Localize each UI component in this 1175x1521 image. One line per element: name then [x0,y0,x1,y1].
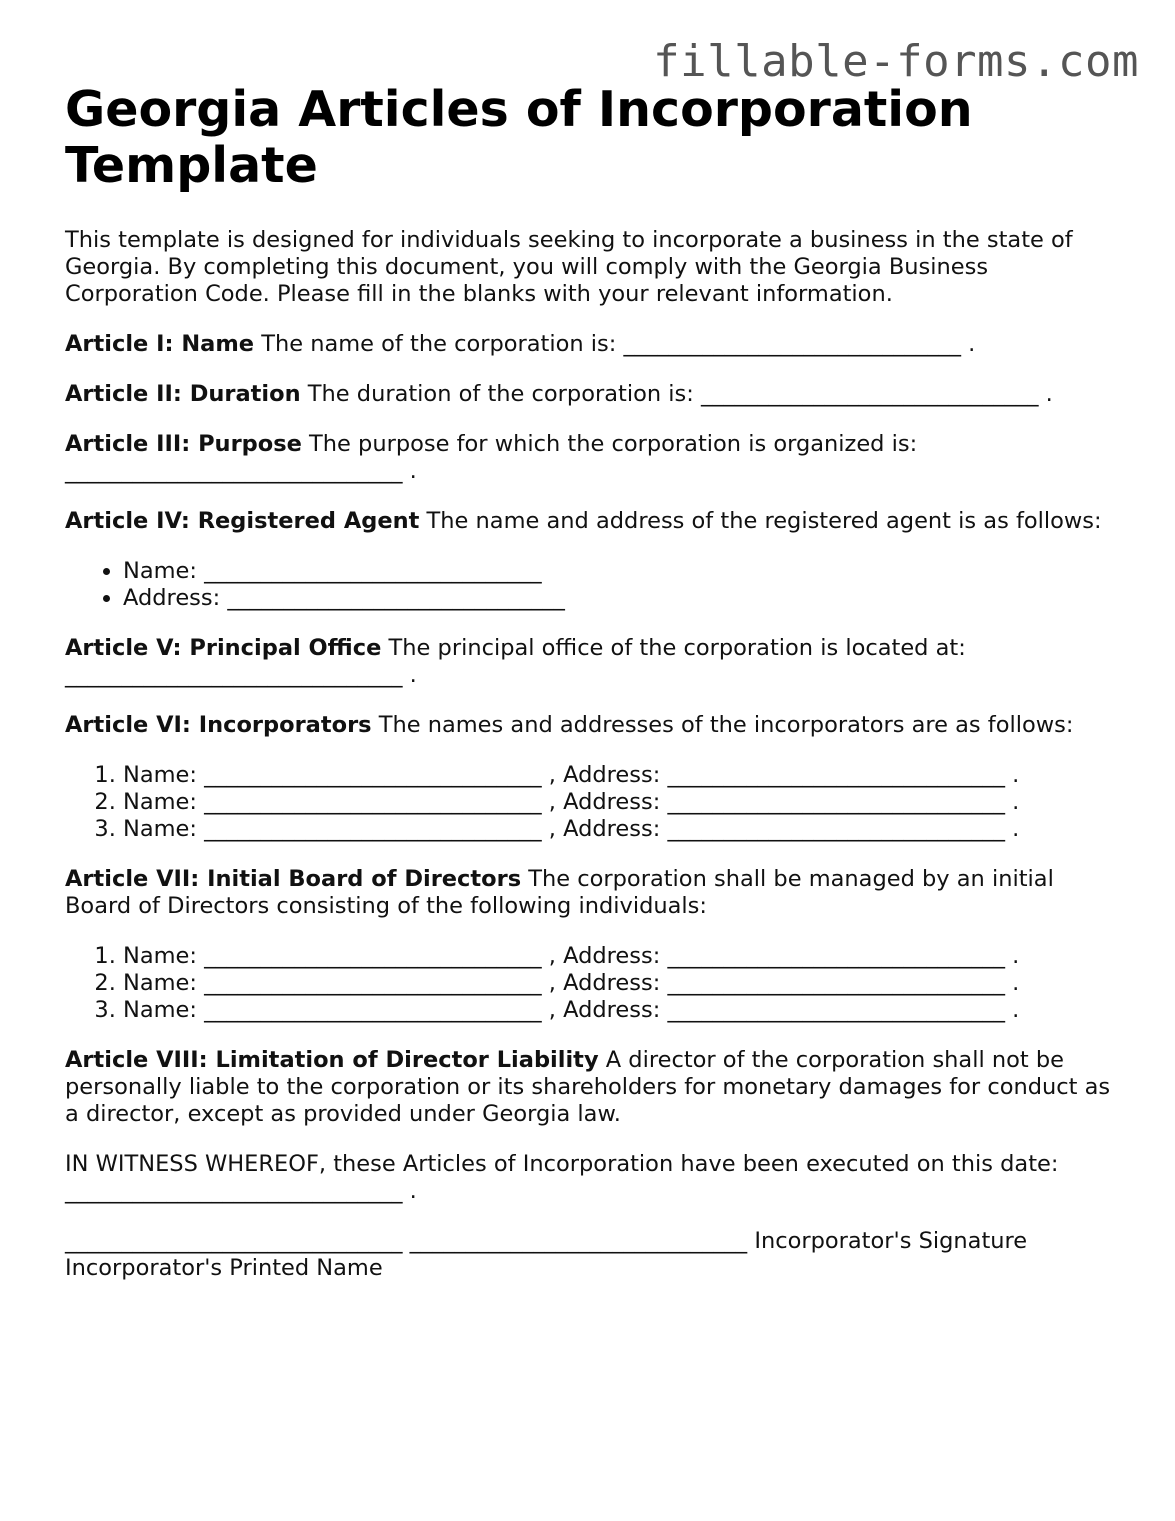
article-5-text: The principal office of the corporation is located at: [388,635,966,661]
article-6-text: The names and addresses of the incorporators are as follows: [378,712,1074,738]
agent-address-label: Address: [123,585,221,611]
list-item: 3. Name: ______________________________ , Address: ______________________________ . [123,997,1115,1024]
article-8-text: A director of the corporation shall not be personally liable to the corporation or its shareholders for monetary damages for conduct as a director, except as provided under Georgia law. [65,1047,1111,1127]
article-7 [65,866,1115,920]
article-3: Article III: Purpose The purpose for which the corporation is organized is: ______________________________ . [65,431,918,484]
name-label: Name: [123,997,197,1023]
signature-label: Incorporator's Signature [754,1228,1028,1254]
document-title: Georgia Articles of Incorporation Template [65,81,973,194]
article-2: Article II: Duration The duration of the corporation is: ______________________________ . [65,381,1053,407]
director-2-name-blank[interactable]: ______________________________ [204,970,542,996]
address-label: , Address: [548,970,661,996]
name-label: Name: [123,762,197,788]
address-label: , Address: [548,997,661,1023]
article-2-heading: Article II: Duration [65,381,301,407]
article-4-text: The name and address of the registered agent is as follows: [426,508,1102,534]
article-6-heading: Article VI: Incorporators [65,712,372,738]
list-item: 1. Name: ______________________________ , Address: ______________________________ . [123,762,1115,789]
article-5: Article V: Principal Office The principal office of the corporation is located at: ______________________________ . [65,635,966,688]
agent-name-blank[interactable]: ______________________________ [204,558,542,584]
document-page [65,82,1115,1282]
list-item: 2. Name: ______________________________ , Address: ______________________________ . [123,970,1115,997]
name-label: Name: [123,943,197,969]
witness-text: IN WITNESS WHEREOF, these Articles of Incorporation have been executed on this date: [65,1151,1059,1177]
article-3-text: The purpose for which the corporation is organized is: [309,431,918,457]
agent-address-blank[interactable]: ______________________________ [227,585,565,611]
address-label: , Address: [548,816,661,842]
director-1-address-blank[interactable]: ______________________________ [667,943,1005,969]
incorporators-list [65,762,1115,843]
principal-office-blank[interactable]: ______________________________ [65,662,403,688]
address-label: , Address: [548,762,661,788]
printed-name-label: Incorporator's Printed Name [65,1255,383,1281]
article-1-heading: Article I: Name [65,331,255,357]
signature-blank[interactable]: ______________________________ [409,1228,748,1254]
incorporator-1-address-blank[interactable]: ______________________________ [667,762,1005,788]
director-3-name-blank[interactable]: ______________________________ [204,997,542,1023]
article-7-text: The corporation shall be managed by an initial Board of Directors consisting of the following individuals: [65,866,1054,919]
director-1-name-blank[interactable]: ______________________________ [204,943,542,969]
directors-list [65,943,1115,1024]
incorporator-1-name-blank[interactable]: ______________________________ [204,762,542,788]
name-label: Name: [123,789,197,815]
incorporator-2-name-blank[interactable]: ______________________________ [204,789,542,815]
signature-block [65,1228,1115,1282]
article-4-heading: Article IV: Registered Agent [65,508,420,534]
printed-name-blank[interactable]: ______________________________ [65,1228,403,1254]
registered-agent-list [65,558,1115,612]
address-label: , Address: [548,789,661,815]
intro-paragraph: This template is designed for individuals seeking to incorporate a business in the state of Georgia. By completing this document, you will comply with the Georgia Business Corporation Code. Please fill in the blanks with your relevant information. [65,227,1073,307]
article-1-text: The name of the corporation is: [261,331,617,357]
director-2-address-blank[interactable]: ______________________________ [667,970,1005,996]
article-8-heading: Article VIII: Limitation of Director Liability [65,1047,599,1073]
duration-blank[interactable]: ______________________________ [700,381,1039,407]
name-label: Name: [123,816,197,842]
director-3-address-blank[interactable]: ______________________________ [667,997,1005,1023]
watermark: fillable-forms.com [653,36,1139,87]
article-2-text: The duration of the corporation is: [307,381,694,407]
list-item: 1. Name: ______________________________ , Address: ______________________________ . [123,943,1115,970]
incorporator-3-address-blank[interactable]: ______________________________ [667,816,1005,842]
witness-clause: IN WITNESS WHEREOF, these Articles of Incorporation have been executed on this date: ______________________________ . [65,1151,1059,1204]
name-blank[interactable]: ______________________________ [623,331,962,357]
list-item [123,558,1115,585]
article-4 [65,508,1115,535]
article-6 [65,712,1115,739]
article-8 [65,1047,1115,1128]
incorporator-2-address-blank[interactable]: ______________________________ [667,789,1005,815]
list-item: 3. Name: ______________________________ , Address: ______________________________ . [123,816,1115,843]
purpose-blank[interactable]: ______________________________ [65,458,403,484]
article-3-heading: Article III: Purpose [65,431,302,457]
incorporator-3-name-blank[interactable]: ______________________________ [204,816,542,842]
article-5-heading: Article V: Principal Office [65,635,382,661]
name-label: Name: [123,970,197,996]
list-item: 2. Name: ______________________________ , Address: ______________________________ . [123,789,1115,816]
agent-name-label: Name: [123,558,197,584]
article-7-heading: Article VII: Initial Board of Directors [65,866,522,892]
article-1: Article I: Name The name of the corporation is: ______________________________ . [65,331,976,357]
execution-date-blank[interactable]: ______________________________ [65,1178,403,1204]
list-item [123,585,1115,612]
address-label: , Address: [548,943,661,969]
